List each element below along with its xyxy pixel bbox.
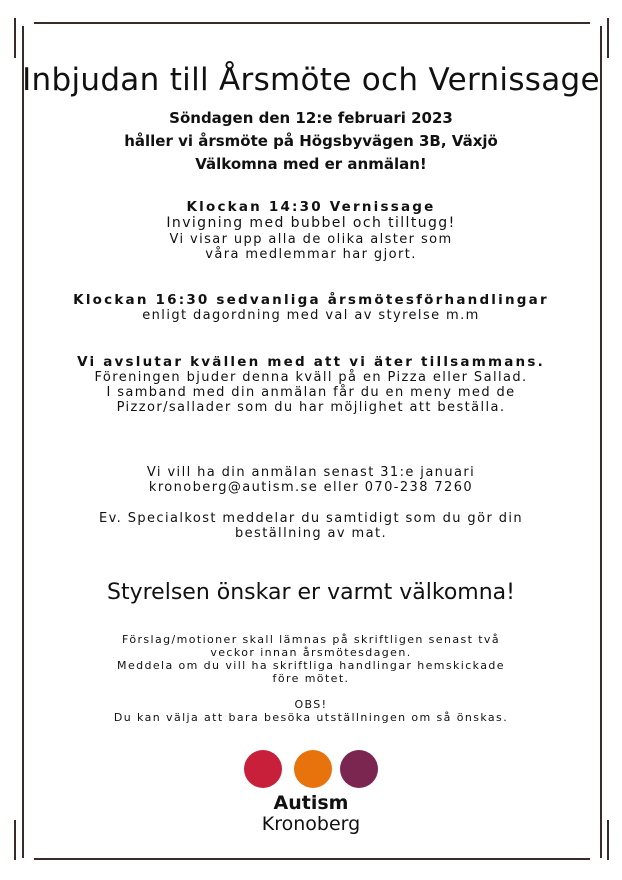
meeting-heading: Klockan 16:30 sedvanliga årsmötesförhandlingar [73, 292, 549, 308]
intro-welcome: Välkomna med er anmälan! [195, 155, 427, 173]
meeting-section [0, 292, 622, 323]
dinner-heading: Vi avslutar kvällen med att vi äter tillsammans. [77, 354, 545, 370]
frame-bottom [34, 858, 590, 860]
meeting-line: enligt dagordning med val av styrelse m.m [142, 308, 480, 323]
frame-top [34, 22, 590, 24]
logo-text-kronoberg: Kronoberg [261, 813, 361, 835]
note-line: Du kan välja att bara besöka utställningen om så önskas. [113, 711, 509, 724]
vernissage-section [0, 199, 622, 262]
page-title: Inbjudan till Årsmöte och Vernissage [22, 62, 600, 98]
intro-date: Söndagen den 12:e februari 2023 [169, 109, 453, 127]
frame-top-right [607, 18, 609, 58]
registration-diet: beställning av mat. [234, 526, 388, 541]
logo-text-autism: Autism [273, 792, 349, 814]
dinner-section [0, 354, 622, 415]
dinner-line: I samband med din anmälan får du en meny med de [106, 385, 516, 400]
note-line: veckor innan årsmötesdagen. [210, 646, 412, 659]
registration-deadline: Vi vill ha din anmälan senast 31:e januari [146, 465, 476, 480]
dinner-line: Pizzor/sallader som du har möjlighet att beställa. [116, 400, 506, 415]
notes-section [0, 633, 622, 724]
vernissage-heading: Klockan 14:30 Vernissage [186, 199, 436, 215]
vernissage-line: Invigning med bubbel och tilltugg! [166, 215, 456, 231]
logo-circle-purple [340, 750, 378, 788]
note-line: Meddela om du vill ha skriftliga handlingar hemskickade [117, 659, 505, 672]
logo-circle-orange [294, 750, 332, 788]
registration-contact: kronoberg@autism.se eller 070-238 7260 [148, 480, 474, 495]
frame-top-left [14, 18, 16, 58]
registration-diet: Ev. Specialkost meddelar du samtidigt som du gör din [98, 511, 524, 526]
vernissage-line: våra medlemmar har gjort. [205, 247, 417, 262]
intro [0, 107, 622, 176]
note-obs: OBS! [294, 698, 328, 711]
dinner-line: Föreningen bjuder denna kväll på en Pizza eller Sallad. [94, 370, 528, 385]
registration-section [0, 465, 622, 541]
note-line: Förslag/motioner skall lämnas på skriftligen senast två [122, 633, 500, 646]
logo-circle-red [244, 750, 282, 788]
intro-location: håller vi årsmöte på Högsbyvägen 3B, Växjö [124, 132, 498, 150]
vernissage-line: Vi visar upp alla de olika alster som [169, 232, 453, 247]
note-line: före mötet. [272, 672, 350, 685]
welcome-heading: Styrelsen önskar er varmt välkomna! [107, 580, 515, 605]
